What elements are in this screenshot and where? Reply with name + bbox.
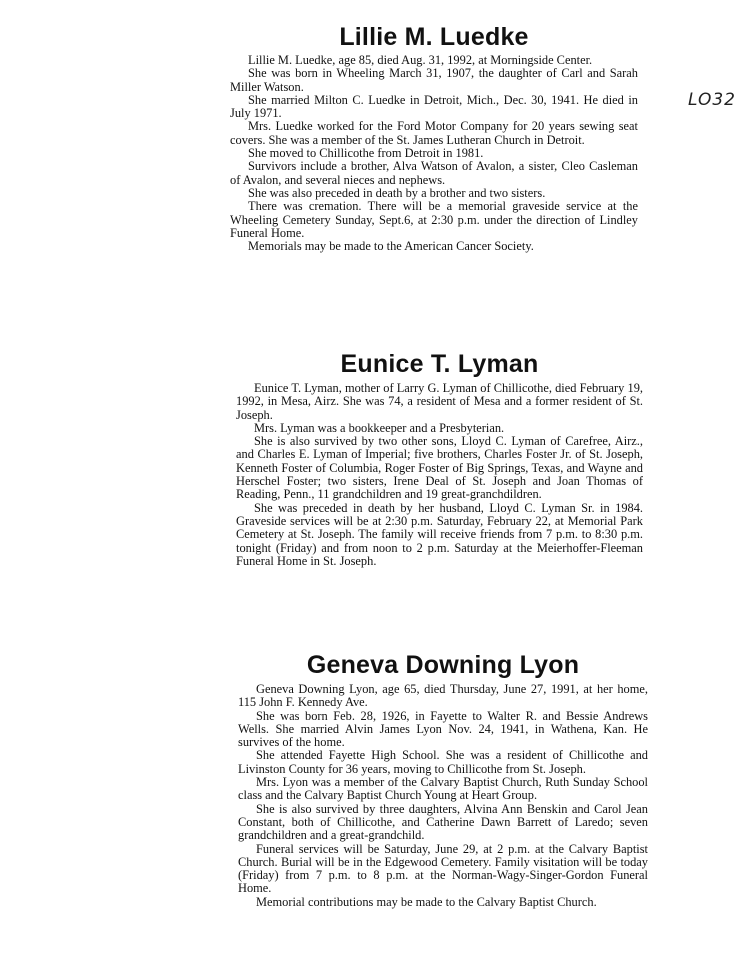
obituary-paragraph: Geneva Downing Lyon, age 65, died Thursday, June 27, 1991, at her home, 115 John F. Kennedy Ave. xyxy=(238,682,648,710)
obituary-paragraph: She married Milton C. Luedke in Detroit, Mich., Dec. 30, 1941. He died in July 1971. xyxy=(230,92,638,121)
obituary-paragraph: She attended Fayette High School. She was a resident of Chillicothe and Livinston County for 36 years, moving to Chillicothe from St. Joseph. xyxy=(238,748,648,776)
obituary-geneva-lyon xyxy=(238,650,648,909)
obituary-paragraph: Mrs. Luedke worked for the Ford Motor Company for 20 years sewing seat covers. She was a member of the St. James Lutheran Church in Detroit. xyxy=(230,119,638,147)
obituary-paragraph: Funeral services will be Saturday, June 29, at 2 p.m. at the Calvary Baptist Church. Burial will be in the Edgewood Cemetery. Family visitation will be today (Friday) from 7 p.m. to 8 p.m. at the Norman-Wagy-Singer-Gordon Funeral Home. xyxy=(238,841,648,896)
obituary-paragraph: There was cremation. There will be a memorial graveside service at the Wheeling Cemetery Sunday, Sept.6, at 2:30 p.m. under the direction of Lindley Funeral Home. xyxy=(230,199,638,240)
handwritten-margin-note: LO32 xyxy=(688,90,736,110)
obituary-paragraph: Memorial contributions may be made to the Calvary Baptist Church. xyxy=(256,894,597,909)
obituary-paragraph: Survivors include a brother, Alva Watson of Avalon, a sister, Cleo Casleman of Avalon, and several nieces and nephews. xyxy=(230,159,638,187)
obituary-paragraph: She is also survived by two other sons, Lloyd C. Lyman of Carefree, Airz., and Charles E. Lyman of Imperial; five brothers, Charles Foster Jr. of St. Joseph, Kenneth Foster of Columbia, Roger Foster of Big Springs, Texas, and Wayne and Herschel Foster; two sisters, Irene Deal of St. Joseph and Joan Thomas of Reading, Penn., 11 grandchildren and 19 great-granchdildren. xyxy=(236,434,643,502)
obituary-paragraph: She moved to Chillicothe from Detroit in 1981. xyxy=(248,146,484,161)
obituary-lillie-luedke xyxy=(230,22,638,253)
obituary-paragraph: Mrs. Lyon was a member of the Calvary Baptist Church, Ruth Sunday School class and the Calvary Baptist Church Young at Heart Group. xyxy=(238,775,648,803)
obituary-heading: Eunice T. Lyman xyxy=(340,350,539,378)
obituary-paragraph: She was born in Wheeling March 31, 1907, the daughter of Carl and Sarah Miller Watson. xyxy=(230,66,638,94)
obituary-heading: Lillie M. Luedke xyxy=(339,23,529,51)
obituary-heading: Geneva Downing Lyon xyxy=(306,651,580,679)
obituary-paragraph: Lillie M. Luedke, age 85, died Aug. 31, 1992, at Morningside Center. xyxy=(248,53,593,67)
obituary-body xyxy=(238,683,648,909)
obituary-paragraph: Mrs. Lyman was a bookkeeper and a Presbyterian. xyxy=(254,420,505,435)
obituary-body xyxy=(230,54,638,253)
obituary-paragraph: She was preceded in death by her husband, Lloyd C. Lyman Sr. in 1984. Graveside services will be at 2:30 p.m. Saturday, February 22, at Memorial Park Cemetery at St. Joseph. The family will receive friends from 7 p.m. to 8:30 p.m. tonight (Friday) and from noon to 2 p.m. Saturday at the Meierhoffer-Fleeman Funeral Home in St. Joseph. xyxy=(236,500,643,568)
obituary-paragraph: She is also survived by three daughters, Alvina Ann Benskin and Carol Jean Constant, both of Chillicothe, and Catherine Dawn Barrett of Laredo; seven grandchildren and a great-grandchild. xyxy=(238,801,648,843)
obituary-paragraph: She was also preceded in death by a brother and two sisters. xyxy=(248,185,546,200)
obituary-paragraph: Eunice T. Lyman, mother of Larry G. Lyman of Chillicothe, died February 19, 1992, in Mesa, Airz. She was 74, a resident of Mesa and a former resident of St. Joseph. xyxy=(236,381,643,422)
obituary-body xyxy=(236,382,643,568)
obituary-eunice-lyman xyxy=(236,349,643,568)
obituary-paragraph: She was born Feb. 28, 1926, in Fayette to Walter R. and Bessie Andrews Wells. She married Alvin James Lyon Nov. 24, 1941, in Wathena, Kan. He survives of the home. xyxy=(238,708,648,750)
obituary-paragraph: Memorials may be made to the American Cancer Society. xyxy=(248,239,534,254)
